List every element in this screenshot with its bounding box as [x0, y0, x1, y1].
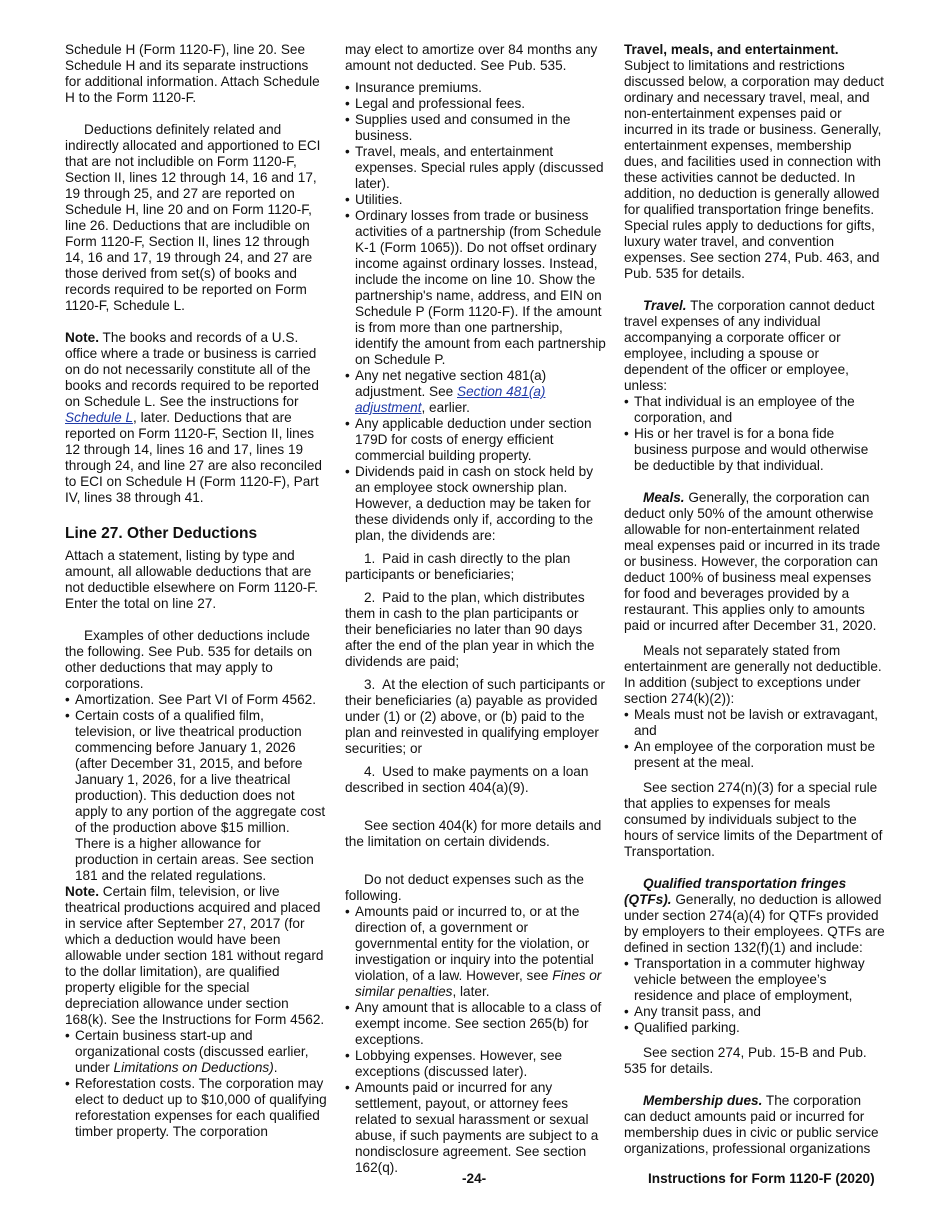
paragraph: Schedule H (Form 1120-F), line 20. See Schedule H and its separate instructions for additional information. Attach Schedule H to the Form 1120-F.: [65, 42, 320, 105]
list-item: • Certain costs of a qualified film, television, or live theatrical production commencing before January 1, 2026 (after December 31, 2015, and before January 1, 2026, for a live theatrical production). This deduction does not apply to any portion of the aggregate cost of the production above $15 million. There is a higher allowance for production in certain areas. See section 181 and the related regulations.: [65, 708, 327, 884]
paragraph: Qualified transportation fringes (QTFs). Generally, no deduction is allowed under section 274(a)(4) for QTFs provided by employers to their employees. QTFs are defined in section 132(f)(1) and include:: [624, 876, 885, 955]
paragraph: may elect to amortize over 84 months any amount not deducted. See Pub. 535.: [345, 42, 598, 73]
list-item: • An employee of the corporation must be present at the meal.: [624, 739, 886, 771]
paragraph: Travel. The corporation cannot deduct travel expenses of any individual accompanying a corporate officer or employee, including a spouse or dependent of the officer or employee, unless:: [624, 298, 875, 393]
run-in-heading: Travel.: [643, 298, 687, 313]
note-label: Note.: [65, 884, 99, 899]
numbered-item: 2. Paid to the plan, which distributes them in cash to the plan participants or their beneficiaries no later than 90 days after the end of the plan year in which the dividends are paid;: [345, 590, 595, 669]
paragraph: Deductions definitely related and indirectly allocated and apportioned to ECI that are not includible on Form 1120-F, Section II, lines 12 through 14, 16 and 17, 19 through 25, and 27 are reported on Schedule H, line 20 and on Form 1120-F, line 26. Deductions that are includible on Form 1120-F, Section II, lines 12 through 14, 16 and 17, 19 through 24, and 27 are those derived from set(s) of books and records required to be reported on Form 1120-F, Schedule L.: [65, 122, 321, 313]
section-heading: Travel, meals, and entertainment.: [624, 42, 839, 57]
note-label: Note.: [65, 330, 99, 345]
list-item: • Reforestation costs. The corporation may elect to deduct up to $10,000 of qualifying reforestation expenses for each qualified timber property. The corporation: [65, 1076, 327, 1140]
run-in-heading: Meals.: [643, 490, 685, 505]
paragraph: Meals not separately stated from entertainment are generally not deductible. In addition (subject to exceptions under section 274(k)(2)):: [624, 643, 882, 706]
run-in-heading: Membership dues.: [643, 1093, 763, 1108]
numbered-item: 3. At the election of such participants or their beneficiaries (a) payable as provided under (1) or (2) above, or (b) paid to the plan and reinvested in qualifying employer securities; or: [345, 677, 606, 756]
note-paragraph: Note. Certain film, television, or live theatrical productions acquired and placed in service after September 27, 2017 (for which a deduction would have been allowable under section 181 without regard to the dollar limitation), are qualified property eligible for the special depreciation allowance under section 168(k). See the Instructions for Form 4562.: [65, 884, 325, 1027]
list-item: • Amounts paid or incurred to, or at the direction of, a government or governmental entity for the violation, or investigation or inquiry into the potential violation, of a law. However, see Fines or similar penalties, later.: [345, 904, 607, 1000]
list-item: • Lobbying expenses. However, see exceptions (discussed later).: [345, 1048, 607, 1080]
list-item: • Ordinary losses from trade or business activities of a partnership (from Schedule K-1 (Form 1065)). Do not offset ordinary income against ordinary losses. Instead, include the income on line 10. Show the partnership's name, address, and EIN on Schedule P (Form 1120-F). If the amount is from more than one partnership, identify the amount from each partnership on Schedule P.: [345, 208, 607, 368]
column-left: [65, 42, 327, 1140]
list-item: • Amounts paid or incurred for any settlement, payout, or attorney fees related to sexual harassment or sexual abuse, if such payments are subject to a nondisclosure agreement. See section 162(q).: [345, 1080, 607, 1176]
list-item: • Utilities.: [345, 192, 607, 208]
list-item: • Amortization. See Part VI of Form 4562.: [65, 692, 327, 708]
numbered-item: 4. Used to make payments on a loan described in section 404(a)(9).: [345, 764, 589, 795]
paragraph: Meals. Generally, the corporation can deduct only 50% of the amount otherwise allowable for non-entertainment related meal expenses paid or incurred in its trade or business. However, the corporation can deduct 100% of business meal expenses for food and beverages provided by a restaurant. This applies only to amounts paid or incurred after December 31, 2020.: [624, 490, 881, 633]
list-item: • Transportation in a commuter highway vehicle between the employee’s residence and place of employment,: [624, 956, 886, 1004]
paragraph: Attach a statement, listing by type and amount, all allowable deductions that are not deductible elsewhere on Form 1120-F. Enter the total on line 27.: [65, 548, 318, 611]
list-item: • Travel, meals, and entertainment expenses. Special rules apply (discussed later).: [345, 144, 607, 192]
list-item: • That individual is an employee of the corporation, and: [624, 394, 886, 426]
list-item: • Any amount that is allocable to a class of exempt income. See section 265(b) for exceptions.: [345, 1000, 607, 1048]
list-item: • Meals must not be lavish or extravagant, and: [624, 707, 886, 739]
list-item: • Qualified parking.: [624, 1020, 886, 1036]
list-item: • Legal and professional fees.: [345, 96, 607, 112]
list-item: • Certain business start-up and organizational costs (discussed earlier, under Limitations on Deductions).: [65, 1028, 327, 1076]
paragraph: Do not deduct expenses such as the following.: [345, 872, 584, 903]
paragraph: Membership dues. The corporation can deduct amounts paid or incurred for membership dues in civic or public service organizations, professional organizations: [624, 1093, 879, 1156]
paragraph: See section 274, Pub. 15-B and Pub. 535 for details.: [624, 1045, 867, 1076]
paragraph: Subject to limitations and restrictions discussed below, a corporation may deduct ordinary and necessary travel, meal, and non-entertainment expenses paid or incurred in its trade or business. Generally, entertainment expenses, membership dues, and facilities used in connection with these activities cannot be deducted. In addition, no deduction is generally allowed for qualified transportation fringe benefits. Special rules apply to deductions for gifts, luxury water travel, and convention expenses. See section 274, Pub. 463, and Pub. 535 for details.: [624, 58, 884, 281]
schedule-l-link[interactable]: Schedule L: [65, 410, 134, 425]
document-title: Instructions for Form 1120-F (2020): [648, 1171, 875, 1186]
section-heading: Line 27. Other Deductions: [65, 525, 258, 542]
list-item: • His or her travel is for a bona fide business purpose and would otherwise be deductible by that individual.: [624, 426, 886, 474]
list-item: • Any net negative section 481(a) adjustment. See Section 481(a) adjustment, earlier.: [345, 368, 607, 416]
list-item: • Insurance premiums.: [345, 80, 607, 96]
list-item: • Any applicable deduction under section 179D for costs of energy efficient commercial building property.: [345, 416, 607, 464]
column-middle: [345, 42, 607, 1176]
section-481a-link[interactable]: Section 481(a) adjustment: [355, 384, 546, 415]
paragraph: See section 404(k) for more details and the limitation on certain dividends.: [345, 818, 602, 849]
list-item: • Supplies used and consumed in the business.: [345, 112, 607, 144]
list-item: • Any transit pass, and: [624, 1004, 886, 1020]
list-item: • Dividends paid in cash on stock held by an employee stock ownership plan. However, a deduction may be taken for these dividends only if, according to the plan, the dividends are:: [345, 464, 607, 544]
page-number: -24-: [462, 1171, 487, 1186]
paragraph: See section 274(n)(3) for a special rule that applies to expenses for meals consumed by individuals subject to the hours of service limits of the Department of Transportation.: [624, 780, 883, 859]
column-right: [624, 42, 886, 1157]
note-paragraph: Note. The books and records of a U.S. office where a trade or business is carried on do not necessarily constitute all of the books and records required to be reported on Schedule L. See the instructions for Schedule L, later. Deductions that are reported on Form 1120-F, Section II, lines 12 through 14, lines 16 and 17, lines 19 through 24, and line 27 are also reconciled to ECI on Schedule H (Form 1120-F), Part IV, lines 38 through 41.: [65, 330, 322, 505]
run-in-heading: Qualified transportation fringes (QTFs).: [624, 876, 847, 907]
paragraph: Examples of other deductions include the following. See Pub. 535 for details on other deductions that may apply to corporations.: [65, 628, 313, 691]
numbered-item: 1. Paid in cash directly to the plan participants or beneficiaries;: [345, 551, 571, 582]
